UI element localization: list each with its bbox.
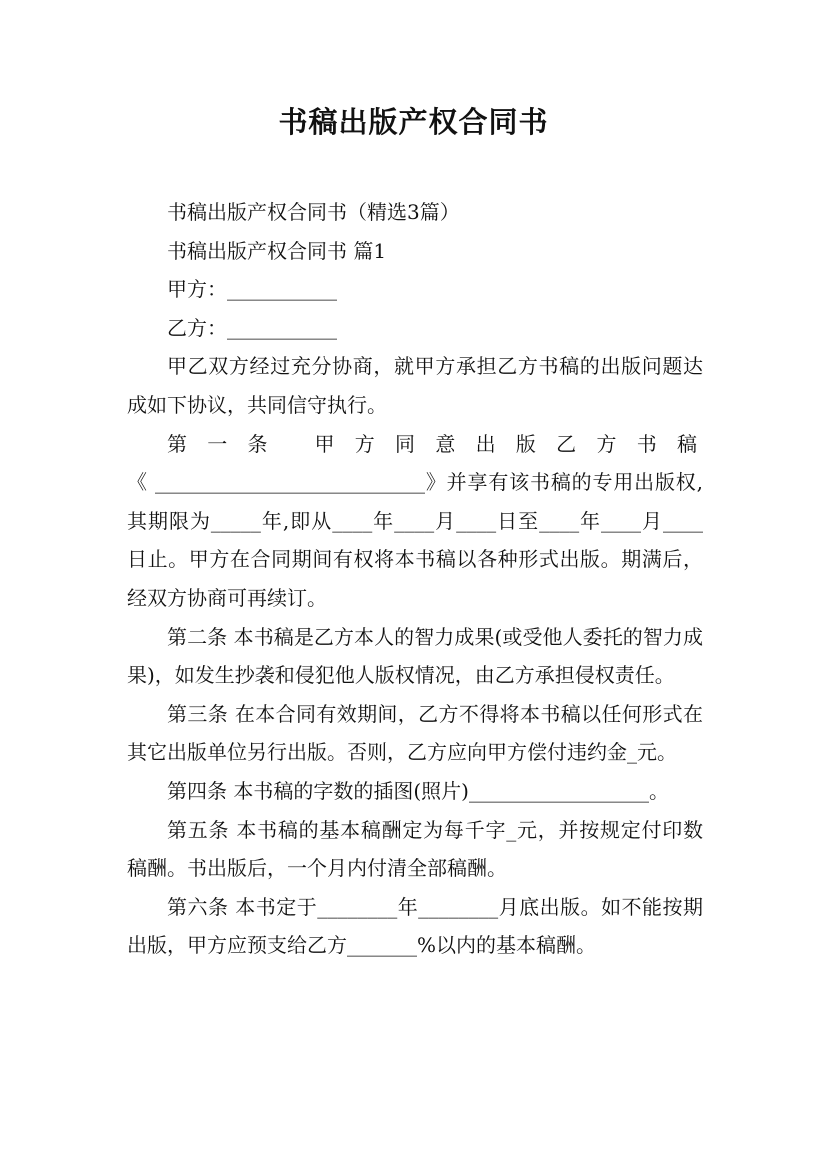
paragraph-subtitle: 书稿出版产权合同书（精选3篇） xyxy=(167,200,460,224)
paragraph-article-1-heading: 第一条 甲方同意出版乙方书稿 xyxy=(167,431,703,456)
paragraph-article-1-body: 《 ___________________________》并享有该书稿的专用出版权,其期限为_____年,即从____年____月____日至____年____月____日止。甲方在合同期间有权将本书稿以各种形式出版。期满后，经双方协商可再续订。 xyxy=(127,470,703,610)
paragraph-article-6: 第六条 本书定于________年________月底出版。如不能按期出版，甲方应预支给乙方_______%以内的基本稿酬。 xyxy=(127,894,703,958)
document-title: 书稿出版产权合同书 xyxy=(278,105,549,139)
paragraph-party-b: 乙方：___________ xyxy=(167,315,337,340)
paragraph-article-2: 第二条 本书稿是乙方本人的智力成果(或受他人委托的智力成果)，如发生抄袭和侵犯他人版权情况，由乙方承担侵权责任。 xyxy=(127,624,703,688)
paragraph-article-3: 第三条 在本合同有效期间，乙方不得将本书稿以任何形式在其它出版单位另行出版。否则，乙方应向甲方偿付违约金_元。 xyxy=(127,701,703,765)
paragraph-section-heading: 书稿出版产权合同书 篇1 xyxy=(167,238,387,263)
paragraph-article-4: 第四条 本书稿的字数的插图(照片)__________________。 xyxy=(167,778,669,803)
paragraph-article-5: 第五条 本书稿的基本稿酬定为每千字_元，并按规定付印数稿酬。书出版后，一个月内付清全部稿酬。 xyxy=(127,817,703,881)
document-body xyxy=(127,193,703,965)
paragraph-intro: 甲乙双方经过充分协商，就甲方承担乙方书稿的出版问题达成如下协议，共同信守执行。 xyxy=(127,354,703,417)
paragraph-party-a: 甲方：___________ xyxy=(167,277,337,302)
